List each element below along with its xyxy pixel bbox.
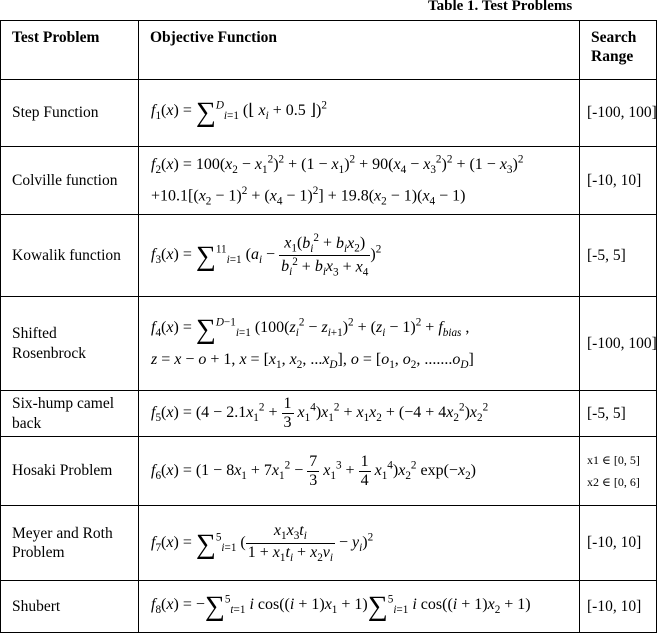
table-row — [1, 437, 657, 506]
table-row — [1, 391, 657, 437]
header-objective-function: Objective Function — [139, 21, 580, 80]
objective-formula: $f_1(x) = \sum^D_{i=1}$ (⌊ $x_i + 0.5$ ⌋)$^2$ — [139, 80, 580, 147]
test-problems-table — [0, 20, 657, 633]
problem-name: Hosaki Problem — [1, 437, 139, 506]
problem-name: Shifted Rosenbrock — [1, 297, 139, 391]
problem-name: Meyer and Roth Problem — [1, 506, 139, 581]
search-range-x1: x1 ∈ [0, 5] — [587, 453, 640, 467]
table-caption: Table 1. Test Problems — [428, 0, 573, 14]
header-test-problem: Test Problem — [1, 21, 139, 80]
table-row — [1, 147, 657, 215]
search-range — [580, 437, 657, 506]
search-range-x2: x2 ∈ [0, 6] — [587, 475, 640, 489]
problem-name: Shubert — [1, 581, 139, 633]
search-range: [-5, 5] — [580, 215, 657, 297]
problem-name: Kowalik function — [1, 215, 139, 297]
table-row — [1, 506, 657, 581]
problem-name: Colville function — [1, 147, 139, 215]
table-header-row — [1, 21, 657, 80]
objective-formula: $f_3(x) = \sum^{11}_{i=1}$ ($a_i$ − $\frac{x_1(b_i^2 + b_ix_2)}{b_i^2 + b_ix_3 + x_4}$ )$^2$ — [139, 215, 580, 297]
table-row — [1, 80, 657, 147]
search-range: [-100, 100] — [580, 297, 657, 391]
search-range: [-5, 5] — [580, 391, 657, 437]
objective-formula: $f_8(x) = -\sum^5_{t=1}$ i $\cos((i + 1)x_1 + 1)\sum^5_{i=1}$ i $\cos((i + 1)x_2 + 1)$ — [139, 581, 580, 633]
table-row — [1, 581, 657, 633]
problem-name: Step Function — [1, 80, 139, 147]
search-range: [-10, 10] — [580, 147, 657, 215]
header-search-range-line1: Search — [591, 29, 637, 46]
objective-formula: $f_6(x) = (1 - 8x_1 + 7x_1^2$ − $\frac{7}{3}$ $x_1^3$ + $\frac{1}{4}$ $x_1^4)x_2^2$ $\exp(-x_2)$ — [139, 437, 580, 506]
problem-name: Six-hump camel back — [1, 391, 139, 437]
table-row — [1, 297, 657, 391]
objective-formula: $f_2(x) = 100(x_2 - x_1^2)^2 + (1 - x_1)^2 + 90(x_4 - x_3^2)^2 + (1 - x_3)^2$ $+10.1[(x_2 - 1)^2 + (x_4 - 1)^2] + 19.8(x_2 - 1)(x_4 - 1)$ — [139, 147, 580, 215]
header-search-range-line2: Range — [591, 48, 634, 66]
search-range: [-10, 10] — [580, 581, 657, 633]
objective-formula: $f_4(x) = \sum^{D-1}_{i=1}$ ($100(z_i^2 - z_{i+1})^2 + (z_i - 1)^2 + f_{bias}$ , z = x − o + 1, $x = [x_1$, $x_2$, $...x_D$], $o = [o_1$, $o_2$, $.......o_D$] — [139, 297, 580, 391]
objective-formula: $f_7(x) = \sum^5_{i=1}$ ( $\frac{x_1x_3t_i}{1 + x_1t_i + x_2v_i}$ − $y_i)^2$ — [139, 506, 580, 581]
search-range: [-100, 100] — [580, 80, 657, 147]
header-search-range — [580, 21, 657, 80]
search-range: [-10, 10] — [580, 506, 657, 581]
table-row — [1, 215, 657, 297]
objective-formula: $f_5(x) = (4 - 2.1x_1^2$ + $\frac{1}{3}$ $x_1^4)x_1^2 + x_1x_2 + (-4 + 4x_2^2)x_2^2$ — [139, 391, 580, 437]
